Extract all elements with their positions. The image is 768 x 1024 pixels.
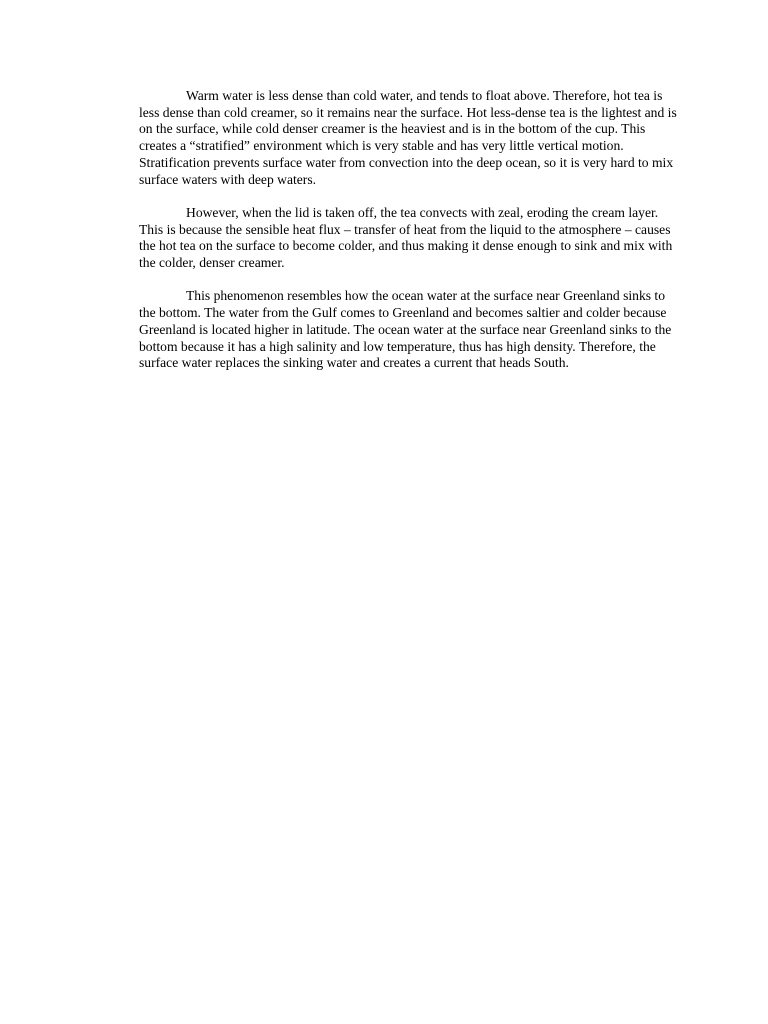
paragraph-convection: However, when the lid is taken off, the tea convects with zeal, eroding the cream layer. This is because the sensible heat flux – transfer of heat from the liquid to the atmosphere – causes the hot tea on the surface to become colder, and thus making it dense enough to sink and mix with the colder, denser creamer. xyxy=(139,204,673,271)
paragraph-greenland: This phenomenon resembles how the ocean water at the surface near Greenland sinks to the bottom. The water from the Gulf comes to Greenland and becomes saltier and colder because Greenland is located higher in latitude. The ocean water at the surface near Greenland sinks to the bottom because it has a high salinity and low temperature, thus has high density. Therefore, the surface water replaces the sinking water and creates a current that heads South. xyxy=(139,288,672,371)
document-body xyxy=(139,88,677,389)
paragraph-stratification: Warm water is less dense than cold water, and tends to float above. Therefore, hot tea is less dense than cold creamer, so it remains near the surface. Hot less-dense tea is the lightest and is on the surface, while cold denser creamer is the heaviest and is in the bottom of the cup. This creates a “stratified” environment which is very stable and has very little vertical motion. Stratification prevents surface water from convection into the deep ocean, so it is very hard to mix surface waters with deep waters. xyxy=(139,88,677,187)
